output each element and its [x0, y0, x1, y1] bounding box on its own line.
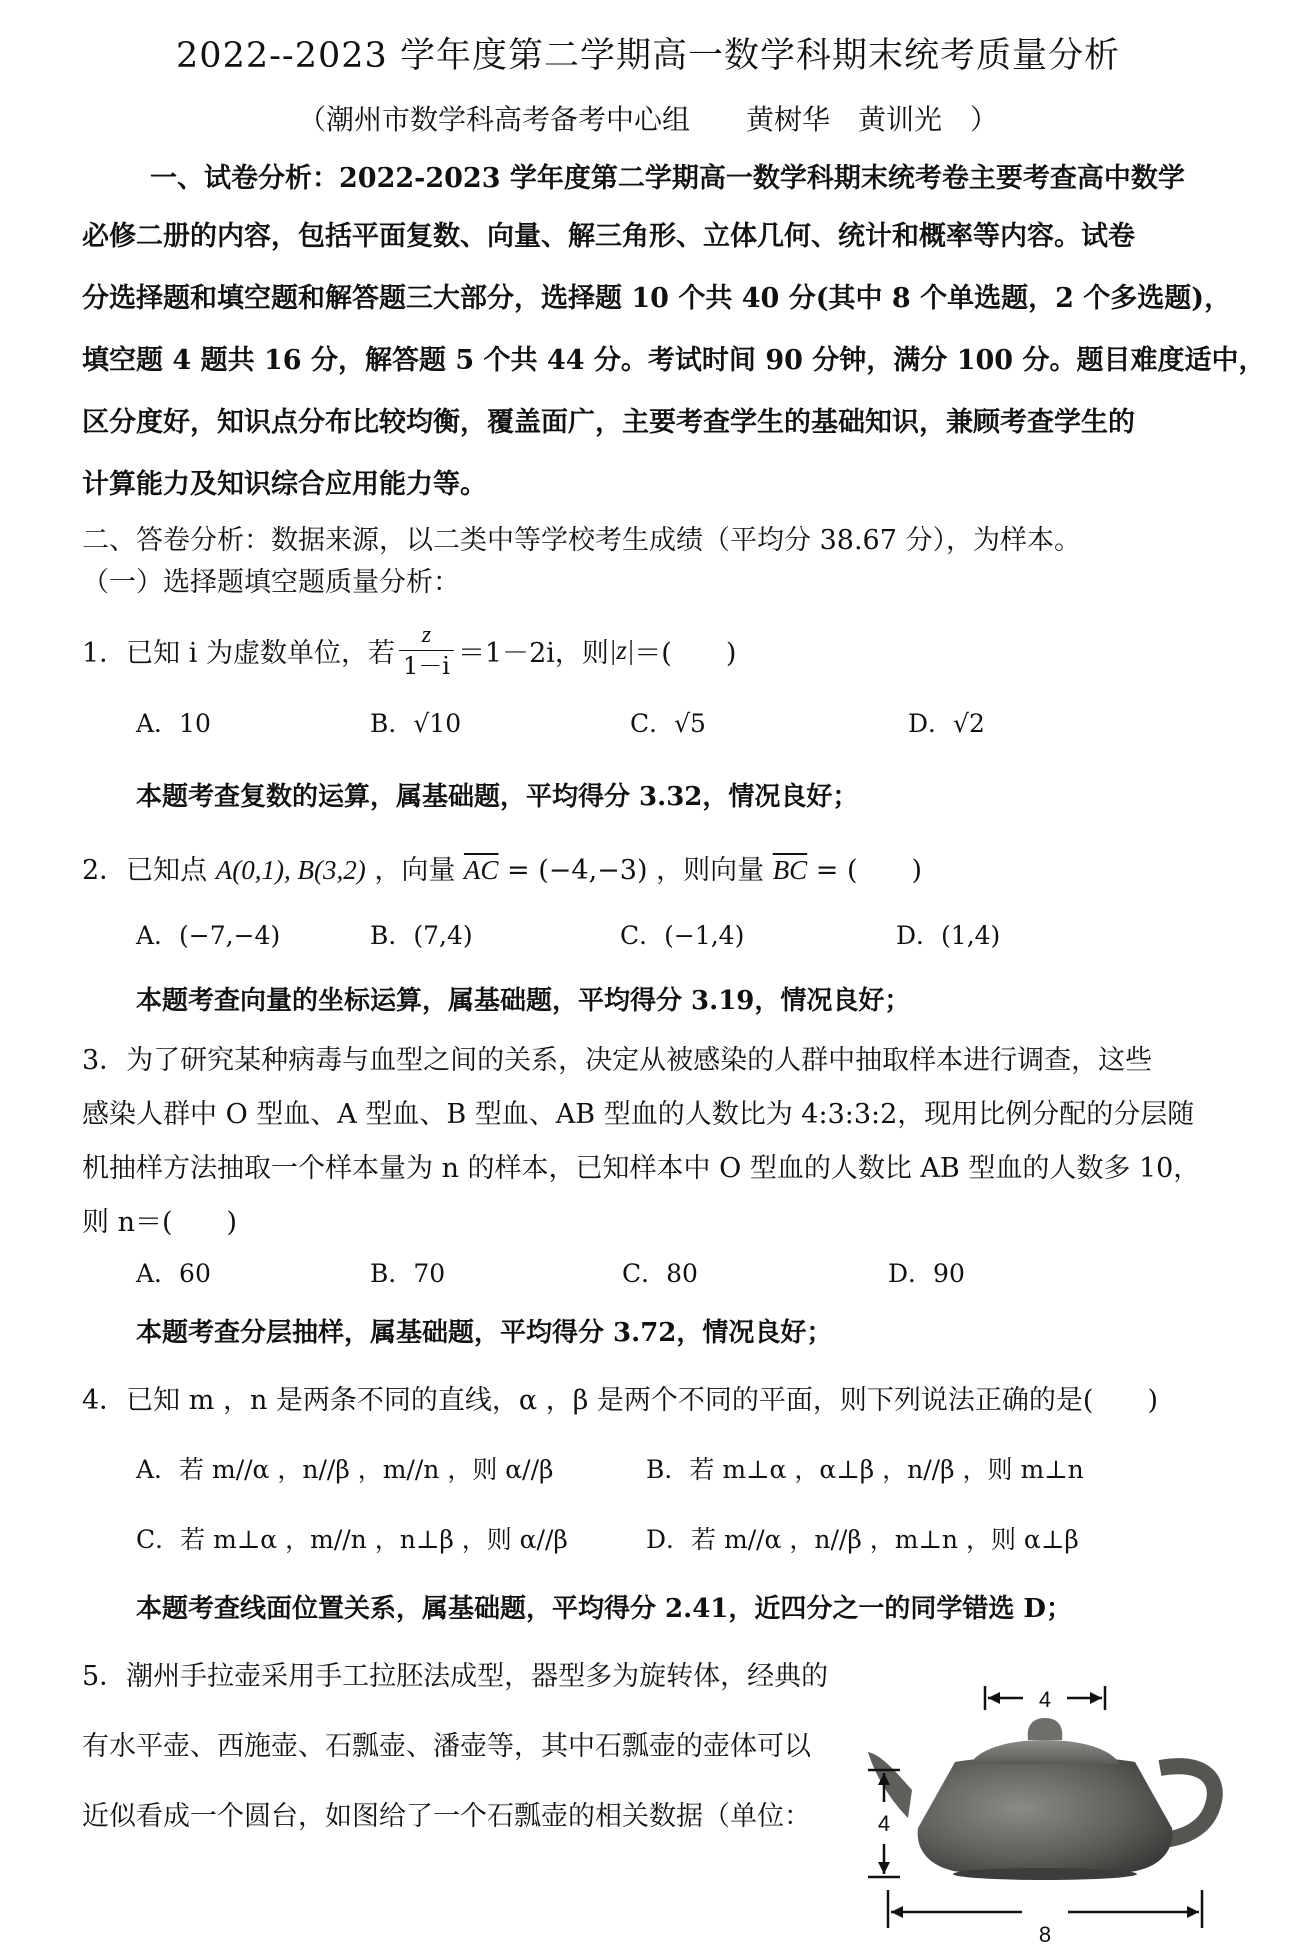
section2-subheading: （一）选择题填空题质量分析：	[82, 567, 460, 598]
teapot-base	[953, 1868, 1137, 1880]
top-width-label: 4	[1038, 1687, 1052, 1712]
q2-stem-b: ，向量	[374, 855, 456, 886]
q3-option-c: C．80	[622, 1259, 698, 1288]
q2-vector-ac: $\overline{AC}$	[463, 855, 499, 885]
q1-stem-b: ＝1－2i，则	[457, 638, 609, 669]
q3-analysis: 本题考查分层抽样，属基础题，平均得分 3.72，情况良好；	[136, 1318, 833, 1348]
q4-analysis: 本题考查线面位置关系，属基础题，平均得分 2.41，近四分之一的同学错选 D；	[136, 1594, 1072, 1624]
section1-line-1: 一、试卷分析：2022-2023 学年度第二学期高一数学科期末统考卷主要考查高中数学	[150, 163, 1185, 194]
q1-analysis: 本题考查复数的运算，属基础题，平均得分 3.32，情况良好；	[136, 782, 859, 812]
section1-line-3: 分选择题和填空题和解答题三大部分，选择题 10 个共 40 分(其中 8 个单选题，2 个多选题)，	[82, 283, 1232, 314]
section2-heading: 二、答卷分析：数据来源，以二类中等学校考生成绩（平均分 38.67 分），为样本。	[82, 525, 1081, 556]
teapot-knob	[1028, 1718, 1063, 1740]
q5-line-1: 5．潮州手拉壶采用手工拉胚法成型，器型多为旋转体，经典的	[82, 1661, 829, 1692]
q2-vector-bc: $\overline{BC}$	[772, 855, 808, 885]
q5-line-2: 有水平壶、西施壶、石瓢壶、潘壶等，其中石瓢壶的壶体可以	[82, 1731, 811, 1762]
q2-stem-a: 2．已知点	[82, 855, 208, 886]
bottom-width-dimension	[888, 1890, 1202, 1947]
question-1-stem	[82, 620, 736, 681]
q1-frac-numerator: z	[421, 622, 432, 648]
q1-stem-a: 1．已知 i 为虚数单位，若	[82, 638, 395, 669]
author-line: （潮州市数学科高考备考中心组 黄树华 黄训光 ）	[297, 103, 998, 136]
q3-option-b: B．70	[370, 1259, 446, 1288]
q3-line-2: 感染人群中 O 型血、A 型血、B 型血、AB 型血的人数比为 4:3:3:2，现用比例分配的分层随	[82, 1099, 1195, 1130]
section1-line-4: 填空题 4 题共 16 分，解答题 5 个共 44 分。考试时间 90 分钟，满分 100 分。题目难度适中，	[82, 345, 1266, 376]
q1-abs-z: |z|	[608, 635, 635, 665]
q1-fraction	[399, 620, 454, 681]
q3-option-d: D．90	[888, 1259, 965, 1288]
section1-line-2: 必修二册的内容，包括平面复数、向量、解三角形、立体几何、统计和概率等内容。试卷	[82, 221, 1135, 252]
q2-analysis: 本题考查向量的坐标运算，属基础题，平均得分 3.19，情况良好；	[136, 986, 911, 1016]
q2-points: A(0,1), B(3,2)	[215, 855, 366, 885]
q1-option-d: D．√2	[908, 709, 985, 738]
q4-option-a: A．若 m//α ，n//β ，m//n ，则 α//β	[136, 1455, 554, 1484]
q3-line-4: 则 n＝( )	[82, 1207, 238, 1238]
q2-vector-ac-value: = (−4,−3)	[507, 855, 648, 886]
q4-option-d: D．若 m//α ，n//β ，m⊥n ，则 α⊥β	[646, 1525, 1079, 1554]
q3-option-a: A．60	[136, 1259, 211, 1288]
q1-stem-c: ＝( )	[634, 638, 737, 669]
teapot-body	[918, 1756, 1173, 1872]
q1-option-a: A．10	[136, 709, 211, 738]
height-label: 4	[877, 1811, 891, 1836]
bottom-width-label: 8	[1038, 1922, 1052, 1947]
question-2-stem	[82, 848, 922, 887]
section1-line-5: 区分度好，知识点分布比较均衡，覆盖面广，主要考查学生的基础知识，兼顾考查学生的	[82, 407, 1135, 438]
q2-option-d: D．(1,4)	[896, 921, 1001, 950]
teapot-lid	[970, 1740, 1120, 1764]
q2-stem-d: = ( )	[815, 855, 923, 886]
q2-option-a: A．(−7,−4)	[136, 921, 281, 950]
q2-option-b: B．(7,4)	[370, 921, 473, 950]
q1-option-b: B．√10	[370, 709, 462, 738]
top-width-dimension	[985, 1686, 1105, 1712]
q3-line-1: 3．为了研究某种病毒与血型之间的关系，决定从被感染的人群中抽取样本进行调查，这些	[82, 1045, 1153, 1076]
page-title: 2022--2023 学年度第二学期高一数学科期末统考质量分析	[176, 36, 1120, 76]
q4-stem: 4．已知 m ，n 是两条不同的直线，α ，β 是两个不同的平面，则下列说法正确的是( )	[82, 1385, 1158, 1416]
q3-line-3: 机抽样方法抽取一个样本量为 n 的样本，已知样本中 O 型血的人数比 AB 型血的人数多 10，	[82, 1153, 1201, 1184]
q4-option-c: C．若 m⊥α ，m//n ，n⊥β ，则 α//β	[136, 1525, 568, 1554]
q2-option-c: C．(−1,4)	[620, 921, 745, 950]
q1-option-c: C．√5	[630, 709, 706, 738]
q4-option-b: B．若 m⊥α ，α⊥β ，n//β ，则 m⊥n	[646, 1455, 1084, 1484]
q2-stem-c: ，则向量	[656, 855, 765, 886]
section1-line-6: 计算能力及知识综合应用能力等。	[82, 469, 487, 500]
q1-frac-denominator: 1－i	[399, 650, 454, 681]
q5-line-3: 近似看成一个圆台，如图给了一个石瓢壶的相关数据（单位：	[82, 1801, 811, 1832]
teapot-figure	[860, 1680, 1240, 1950]
